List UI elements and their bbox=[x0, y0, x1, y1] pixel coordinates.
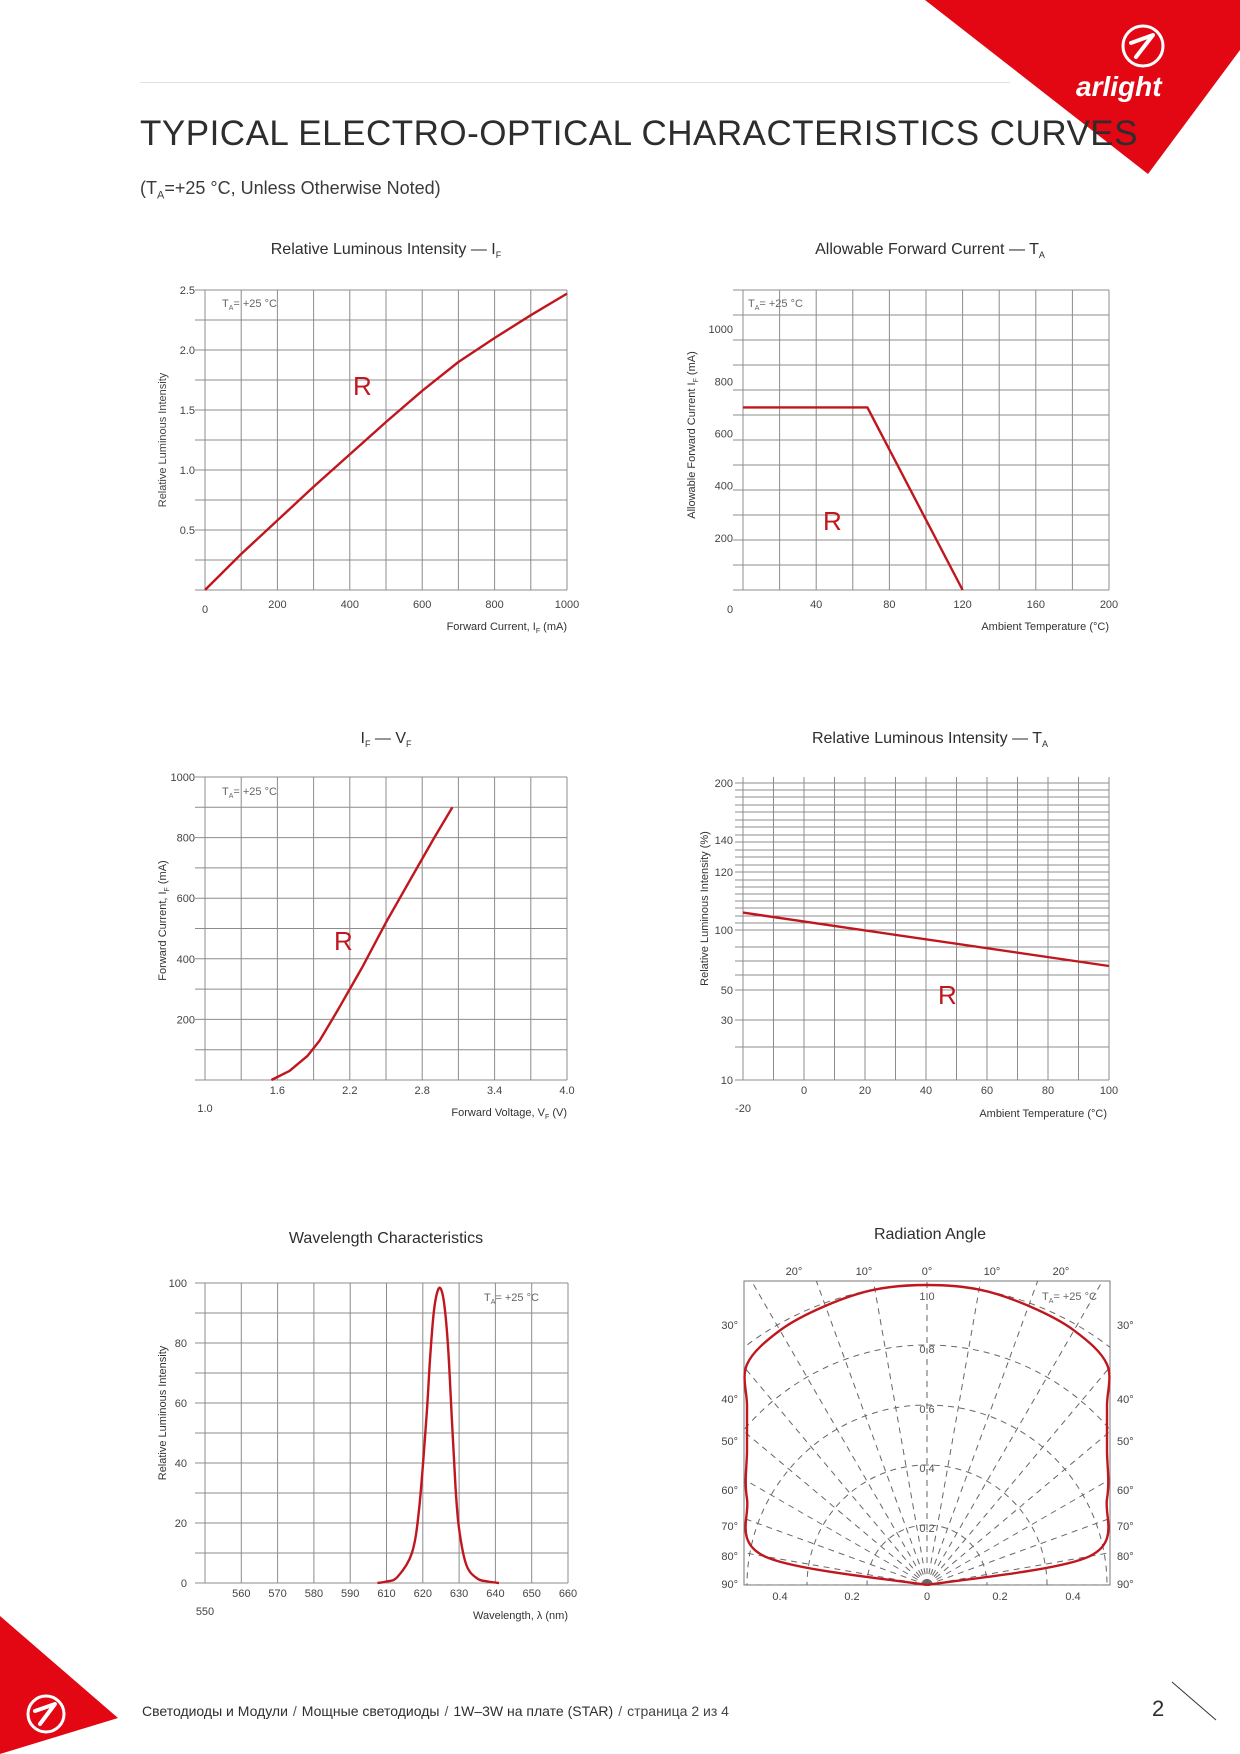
x-tick-label: 2.2 bbox=[342, 1085, 358, 1097]
x-tick-label: 630 bbox=[449, 1588, 469, 1600]
y-tick-label: 140 bbox=[714, 835, 733, 847]
series-line bbox=[271, 807, 452, 1080]
breadcrumb-item[interactable]: 1W–3W на плате (STAR) bbox=[453, 1703, 614, 1719]
x-tick-label: 40 bbox=[919, 1085, 933, 1097]
chart-rli-if bbox=[157, 285, 579, 635]
polar-spoke bbox=[927, 1390, 1240, 1585]
chart-if-vf bbox=[157, 772, 575, 1121]
x-tick-label: 570 bbox=[268, 1588, 287, 1600]
y-tick-label: 80 bbox=[174, 1338, 187, 1350]
x-tick-label: 120 bbox=[953, 599, 972, 611]
x-axis-label: Ambient Temperature (°C) bbox=[979, 1108, 1107, 1120]
y-tick-label: 50 bbox=[720, 985, 733, 997]
breadcrumb-item[interactable]: Светодиоды и Модули bbox=[142, 1703, 288, 1719]
y-tick-label: 2.0 bbox=[179, 345, 195, 357]
y-tick-label: 10 bbox=[720, 1075, 733, 1087]
x-tick-label: 800 bbox=[485, 599, 504, 611]
angle-label: 10° bbox=[983, 1266, 1001, 1278]
angle-label: 60° bbox=[721, 1485, 738, 1497]
chart-title-wavelength: Wavelength Characteristics bbox=[288, 1230, 484, 1247]
x-tick-label: 1000 bbox=[554, 599, 580, 611]
x-tick-label: 80 bbox=[1041, 1085, 1055, 1097]
polar-spoke bbox=[927, 1334, 1226, 1585]
y-tick-label: 200 bbox=[176, 1014, 195, 1027]
angle-label: 40° bbox=[1117, 1394, 1134, 1406]
x-tick-label: 40 bbox=[810, 599, 823, 611]
x-tick-label: 400 bbox=[340, 599, 359, 611]
x-tick-label: 3.4 bbox=[486, 1085, 503, 1097]
x-axis-label: Ambient Temperature (°C) bbox=[981, 621, 1109, 633]
polar-spoke bbox=[859, 1201, 927, 1585]
y-tick-label: 40 bbox=[174, 1458, 187, 1470]
y-axis-label: Relative Luminous Intensity (%) bbox=[699, 831, 711, 986]
chart-note: $T_A= +25$ °C bbox=[222, 786, 277, 800]
x-tick-label: 580 bbox=[304, 1588, 324, 1600]
polar-spoke bbox=[927, 1452, 1240, 1585]
y-tick-label: 400 bbox=[714, 480, 733, 493]
chart-note: $T_A= +25$ °C bbox=[484, 1292, 539, 1306]
x-tick-label: 0 bbox=[201, 604, 209, 616]
angle-label: 80° bbox=[1117, 1551, 1134, 1563]
x-tick-label: 550 bbox=[195, 1606, 215, 1618]
y-tick-label: 20 bbox=[174, 1518, 187, 1530]
angle-label: 50° bbox=[721, 1436, 738, 1448]
polar-spoke bbox=[676, 1286, 927, 1585]
y-tick-label: 1.0 bbox=[179, 465, 195, 477]
page-subtitle: ($T_A=+25$ °C, Unless Otherwise Noted) bbox=[140, 178, 441, 202]
curve-label: R bbox=[938, 980, 957, 1010]
radial-label: 0.2 bbox=[919, 1523, 935, 1535]
y-axis-label: Allowable Forward Current $I_F$ (mA) bbox=[686, 351, 700, 519]
angle-label: 70° bbox=[1117, 1521, 1134, 1533]
chart-note: $T_A= +25$ °C bbox=[748, 298, 803, 312]
x-tick-label: 590 bbox=[341, 1588, 360, 1600]
y-tick-label: 1000 bbox=[170, 772, 195, 784]
y-axis-label: Relative Luminous Intensity bbox=[157, 1345, 169, 1481]
x-tick-label: 0 bbox=[726, 604, 734, 616]
y-axis-label: Relative Luminous Intensity bbox=[157, 372, 169, 508]
radial-label: 0.4 bbox=[919, 1463, 935, 1475]
y-tick-label: 1000 bbox=[708, 324, 733, 337]
bottom-scale-label: 0 bbox=[923, 1591, 931, 1603]
polar-spoke bbox=[927, 1286, 1178, 1585]
polar-spoke bbox=[589, 1390, 927, 1585]
x-tick-label: 610 bbox=[377, 1588, 396, 1600]
angle-label: 60° bbox=[1117, 1485, 1134, 1497]
x-tick-label: 160 bbox=[1026, 599, 1045, 611]
angle-label: 0° bbox=[921, 1266, 933, 1278]
chart-afc-ta bbox=[686, 290, 1118, 633]
y-tick-label: 600 bbox=[176, 893, 195, 906]
x-axis-label: Forward Current, $I_F$ (mA) bbox=[446, 621, 567, 635]
x-tick-label: 100 bbox=[1099, 1085, 1119, 1097]
x-tick-label: 20 bbox=[858, 1085, 872, 1097]
y-tick-label: 0.5 bbox=[179, 525, 195, 537]
page-number-slash bbox=[1170, 1680, 1220, 1726]
chart-title-afc-ta: Allowable Forward Current — $T_A$ bbox=[815, 241, 1045, 261]
y-tick-label: 1.5 bbox=[179, 405, 195, 417]
y-tick-label: 800 bbox=[176, 832, 195, 845]
polar-spoke bbox=[628, 1334, 927, 1585]
angle-label: 40° bbox=[721, 1394, 738, 1406]
bottom-scale-label: 0.2 bbox=[992, 1591, 1008, 1603]
angle-label: 20° bbox=[1052, 1266, 1070, 1278]
x-tick-label: 560 bbox=[232, 1588, 251, 1600]
angle-label: 30° bbox=[721, 1320, 738, 1332]
chart-note: $T_A= +25$ °C bbox=[1042, 1291, 1097, 1305]
chart-title-rli-if: Relative Luminous Intensity — $I_F$ bbox=[270, 241, 502, 261]
x-tick-label: -20 bbox=[735, 1103, 751, 1115]
bottom-scale-label: 0.2 bbox=[844, 1591, 860, 1603]
angle-label: 90° bbox=[1117, 1579, 1134, 1591]
y-tick-label: 200 bbox=[714, 778, 733, 790]
chart-title-if-vf: $I_F$ — $V_F$ bbox=[360, 730, 412, 750]
y-tick-label: 30 bbox=[720, 1015, 733, 1027]
angle-label: 10° bbox=[855, 1266, 873, 1278]
chart-rli-ta bbox=[699, 777, 1118, 1120]
chart-note: $T_A= +25$ °C bbox=[222, 298, 277, 312]
y-tick-label: 100 bbox=[714, 925, 733, 937]
chart-radiation bbox=[537, 1195, 1240, 1754]
page-title: TYPICAL ELECTRO-OPTICAL CHARACTERISTICS CURVES bbox=[140, 114, 1138, 153]
arlight-logo-wordmark: arlight bbox=[1076, 71, 1162, 102]
footer-breadcrumb: Светодиоды и Модули / Мощные светодиоды / 1W–3W на плате (STAR) / страница 2 из 4 bbox=[142, 1703, 729, 1719]
angle-label: 80° bbox=[721, 1551, 738, 1563]
x-tick-label: 1.6 bbox=[269, 1085, 286, 1097]
polar-spoke bbox=[732, 1247, 927, 1585]
y-tick-label: 2.5 bbox=[179, 285, 195, 297]
page-number: 2 bbox=[1152, 1696, 1165, 1721]
curve-label: R bbox=[823, 506, 842, 536]
breadcrumb-item[interactable]: Мощные светодиоды bbox=[301, 1703, 440, 1719]
y-tick-label: 400 bbox=[176, 953, 195, 966]
angle-label: 20° bbox=[785, 1266, 803, 1278]
bottom-scale-label: 0.4 bbox=[1065, 1591, 1081, 1603]
curve-label: R bbox=[353, 371, 372, 401]
chart-wavelength bbox=[157, 1278, 577, 1622]
series-line bbox=[377, 1288, 499, 1583]
x-tick-label: 600 bbox=[413, 599, 432, 611]
chart-title-radiation: Radiation Angle bbox=[873, 1226, 987, 1243]
y-tick-label: 0 bbox=[180, 1578, 187, 1590]
curve-label: R bbox=[334, 926, 353, 956]
radial-label: 0.6 bbox=[919, 1404, 935, 1416]
polar-spoke bbox=[927, 1517, 1240, 1585]
chart-title-rli-ta: Relative Luminous Intensity — $T_A$ bbox=[811, 730, 1049, 750]
y-tick-label: 100 bbox=[168, 1278, 187, 1290]
bottom-scale-label: 0.4 bbox=[772, 1591, 788, 1603]
y-tick-label: 200 bbox=[714, 532, 733, 545]
x-tick-label: 4.0 bbox=[559, 1085, 575, 1097]
x-tick-label: 1.0 bbox=[197, 1103, 213, 1115]
y-tick-label: 60 bbox=[174, 1398, 187, 1410]
x-tick-label: 2.8 bbox=[414, 1085, 430, 1097]
angle-label: 50° bbox=[1117, 1436, 1134, 1448]
x-tick-label: 200 bbox=[268, 599, 287, 611]
angle-label: 70° bbox=[721, 1521, 738, 1533]
page-indicator: страница 2 из 4 bbox=[627, 1703, 729, 1719]
y-axis-label: Forward Current, $I_F$ (mA) bbox=[157, 860, 171, 981]
x-tick-label: 0 bbox=[800, 1085, 808, 1097]
x-tick-label: 660 bbox=[558, 1588, 578, 1600]
radial-label: 1.0 bbox=[919, 1291, 935, 1303]
x-tick-label: 650 bbox=[522, 1588, 541, 1600]
x-axis-label: Forward Voltage, $V_F$ (V) bbox=[451, 1107, 567, 1121]
y-tick-label: 120 bbox=[714, 867, 733, 879]
angle-label: 90° bbox=[721, 1579, 738, 1591]
x-tick-label: 200 bbox=[1099, 599, 1119, 611]
y-tick-label: 800 bbox=[714, 376, 733, 389]
x-tick-label: 640 bbox=[486, 1588, 505, 1600]
x-tick-label: 60 bbox=[980, 1085, 994, 1097]
radial-label: 0.8 bbox=[919, 1344, 935, 1356]
x-axis-label: Wavelength, λ (nm) bbox=[473, 1610, 568, 1622]
polar-spoke bbox=[927, 1201, 995, 1585]
y-tick-label: 600 bbox=[714, 428, 733, 441]
x-tick-label: 620 bbox=[413, 1588, 432, 1600]
angle-label: 30° bbox=[1117, 1320, 1134, 1332]
x-tick-label: 80 bbox=[883, 599, 896, 611]
